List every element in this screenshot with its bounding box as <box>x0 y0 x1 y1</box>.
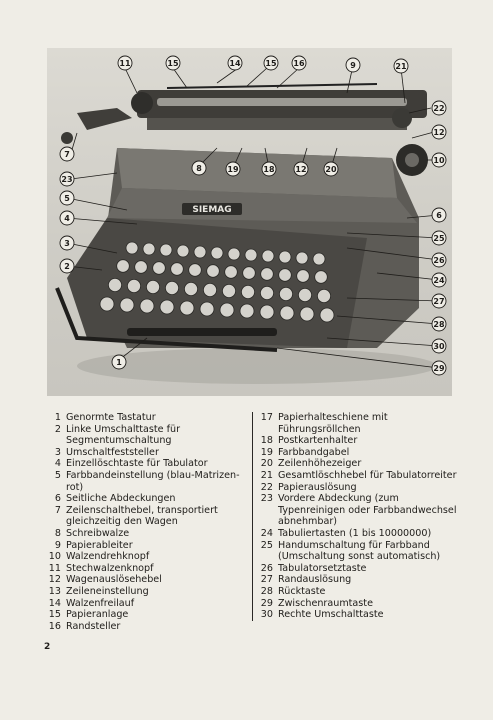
callout-9: 9 <box>350 61 356 70</box>
legend-item: 22 Papierauslösung <box>260 481 357 493</box>
legend-item: 16 Randsteller <box>48 620 121 632</box>
legend-item: 19 Farbbandgabel <box>260 446 350 458</box>
callout-30: 30 <box>433 342 445 351</box>
legend-item: 6 Seitliche Abdeckungen <box>54 493 176 505</box>
legend-item: 20 Zeilenhöhezeiger <box>260 458 362 470</box>
callout-3: 3 <box>64 239 70 248</box>
callout-19: 19 <box>227 165 239 174</box>
callout-10: 10 <box>433 156 445 165</box>
callout-12a: 12 <box>295 165 307 174</box>
callout-8: 8 <box>196 164 202 173</box>
legend-left <box>47 412 247 632</box>
callout-6: 6 <box>436 211 442 220</box>
callout-11: 11 <box>119 59 131 68</box>
legend-item: 26 Tabulatorsetztaste <box>260 562 367 574</box>
callout-2: 2 <box>64 262 70 271</box>
legend-item: 11 Stechwalzenknopf <box>48 562 154 574</box>
callout-4: 4 <box>64 214 70 223</box>
legend-item: 13 Zeileneinstellung <box>48 585 149 597</box>
callout-12b: 12 <box>433 128 445 137</box>
callout-29: 29 <box>433 364 445 373</box>
legend-item: 8 Schreibwalze <box>54 527 130 539</box>
legend-item: 24 Tabuliertasten (1 bis 10000000) <box>260 527 432 539</box>
callout-5: 5 <box>64 194 70 203</box>
legend-item: 2 Linke Umschalttaste für Segmentumschaltung <box>54 423 181 447</box>
callout-21: 21 <box>395 62 407 71</box>
legend-item: 7 Zeilenschalthebel, transportiert gleichzeitig den Wagen <box>54 504 218 528</box>
callout-15b: 15 <box>265 59 277 68</box>
callout-22: 22 <box>433 104 445 113</box>
typewriter-photo <box>47 48 452 396</box>
legend-item: 12 Wagenauslösehebel <box>48 574 162 586</box>
callout-7: 7 <box>64 150 70 159</box>
legend-item: 4 Einzellöschtaste für Tabulator <box>54 458 208 470</box>
callout-23: 23 <box>61 175 73 184</box>
callout-24: 24 <box>433 276 445 285</box>
legend-item: 14 Walzenfreilauf <box>48 597 135 609</box>
legend-item: 5 Farbbandeinstellung (blau-Matrizen-rot) <box>54 469 240 493</box>
brand-label: SIEMAG <box>192 205 232 215</box>
legend-item: 29 Zwischenraumtaste <box>260 597 373 609</box>
legend-item: 21 Gesamtlöschhebel für Tabulatorreiter <box>260 469 457 481</box>
callout-15a: 15 <box>167 59 179 68</box>
legend-item: 10 Walzendrehknopf <box>48 551 150 563</box>
typewriter-illustration <box>47 48 452 396</box>
legend-right <box>252 412 460 621</box>
legend-item: 25 Handumschaltung für Farbband (Umschaltung sonst automatisch) <box>260 539 441 563</box>
callout-14: 14 <box>229 59 241 68</box>
legend-item: 15 Papieranlage <box>48 609 129 621</box>
legend-item: 17 Papierhalteschiene mit Führungsröllchen <box>260 412 388 435</box>
callout-1: 1 <box>116 358 122 367</box>
callout-20: 20 <box>325 165 337 174</box>
page-number: 2 <box>44 642 51 652</box>
legend-item: 18 Postkartenhalter <box>260 435 358 447</box>
legend-item: 30 Rechte Umschalttaste <box>260 609 384 621</box>
callout-18: 18 <box>263 165 275 174</box>
legend-item: 28 Rücktaste <box>260 585 326 597</box>
legend-item: 9 Papierableiter <box>54 539 133 551</box>
legend-item: 3 Umschaltfeststeller <box>54 446 159 458</box>
callout-25: 25 <box>433 234 445 243</box>
legend-item: 1 Genormte Tastatur <box>54 412 156 423</box>
legend-item: 27 Randauslösung <box>260 574 352 586</box>
callout-27: 27 <box>433 297 445 306</box>
legend-item: 23 Vordere Abdeckung (zum Typenreinigen oder Farbbandwechsel abnehmbar) <box>260 493 457 528</box>
callout-28: 28 <box>433 320 445 329</box>
callout-16: 16 <box>293 59 305 68</box>
callout-26: 26 <box>433 256 445 265</box>
